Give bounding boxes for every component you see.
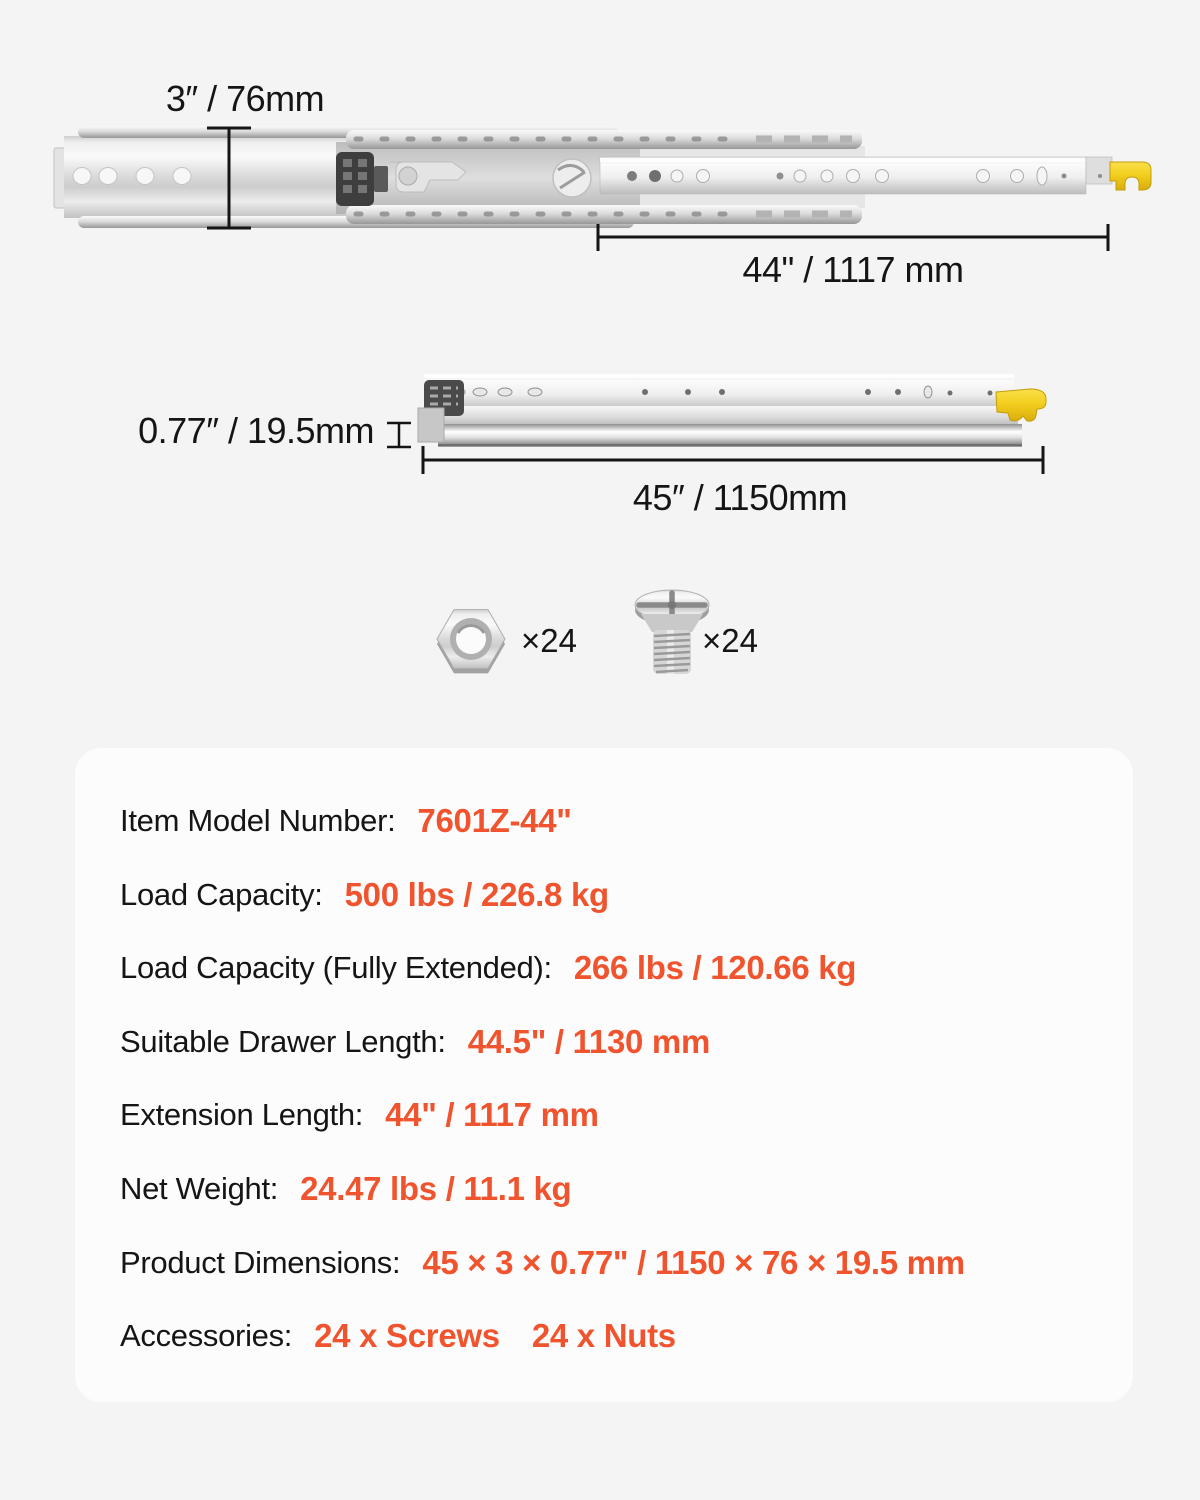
- spec-row: [120, 1093, 599, 1137]
- inner-rail-tongue: [1086, 157, 1112, 184]
- thickness-dimension-label: 0.77″ / 19.5mm: [138, 410, 374, 451]
- spec-label: Suitable Drawer Length:: [120, 1023, 446, 1059]
- extension-dimension-label: 44" / 1117 mm: [742, 249, 964, 290]
- spec-row: [120, 946, 856, 990]
- mounting-hole: [99, 168, 117, 185]
- spec-value: 7601Z-44": [417, 802, 572, 839]
- yellow-lock-tab: [1110, 162, 1151, 190]
- specs-panel: [75, 748, 1133, 1402]
- length-dimension: [423, 446, 1043, 474]
- extended-slide-drawing: [54, 126, 1151, 251]
- spec-row: [120, 873, 609, 917]
- spec-row: [120, 1167, 571, 1211]
- spec-value: 24.47 lbs / 11.1 kg: [300, 1170, 572, 1207]
- mounting-hole: [73, 168, 91, 185]
- release-clip: [336, 152, 374, 206]
- spec-label: Item Model Number:: [120, 803, 396, 838]
- closed-bottom-rail: [438, 424, 1022, 446]
- spec-value: 45 × 3 × 0.77" / 1150 × 76 × 19.5 mm: [422, 1243, 965, 1281]
- spec-row: [120, 799, 572, 843]
- spec-label: Load Capacity (Fully Extended):: [120, 950, 552, 986]
- spec-label: Net Weight:: [120, 1171, 279, 1206]
- spec-label: Accessories:: [120, 1318, 293, 1354]
- spec-value: 24 x Nuts: [531, 1317, 676, 1355]
- spec-value: 44" / 1117 mm: [385, 1096, 599, 1134]
- spec-label: Load Capacity:: [120, 876, 323, 912]
- spec-row: [120, 1314, 676, 1358]
- closed-slide-drawing: [387, 374, 1046, 474]
- spec-value: 44.5" / 1130 mm: [467, 1022, 711, 1060]
- thickness-dimension: [387, 423, 411, 447]
- mounting-hole: [173, 168, 191, 185]
- spec-row: [120, 1020, 710, 1064]
- height-dimension-label: 3″ / 76mm: [165, 78, 325, 119]
- mounting-hole: [136, 168, 154, 185]
- spec-value: 24 x Screws: [314, 1317, 500, 1355]
- spec-row: [120, 1241, 965, 1285]
- spec-label: Extension Length:: [120, 1097, 364, 1133]
- spec-value: 500 lbs / 226.8 kg: [344, 875, 609, 913]
- length-dimension-label: 45″ / 1150mm: [632, 477, 848, 518]
- screw-count-label: ×24: [702, 622, 758, 659]
- extension-dimension: [598, 224, 1108, 251]
- spec-label: Product Dimensions:: [120, 1244, 401, 1280]
- spec-value: 266 lbs / 120.66 kg: [573, 949, 857, 987]
- nut-count-label: ×24: [521, 622, 577, 659]
- hex-nut-icon: [437, 610, 505, 674]
- flat-head-screw-icon: [635, 590, 709, 674]
